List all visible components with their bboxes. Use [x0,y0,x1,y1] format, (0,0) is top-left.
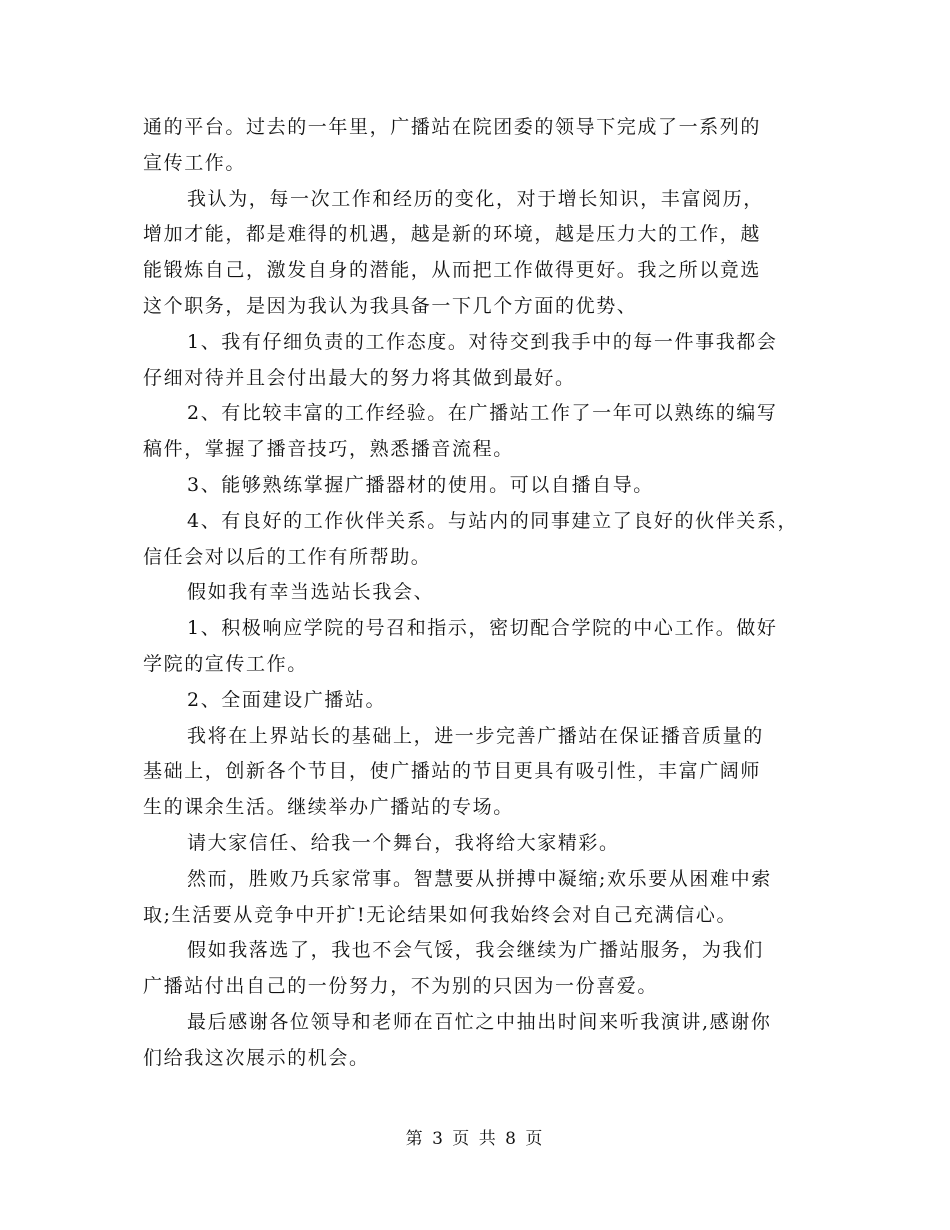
text-line: 然而，胜败乃兵家常事。智慧要从拼搏中凝缩;欢乐要从困难中索 [187,867,772,890]
text-line: 取;生活要从竞争中开扩!无论结果如何我始终会对自己充满信心。 [143,903,738,926]
text-line: 1、我有仔细负责的工作态度。对待交到我手中的每一件事我都会 [187,330,778,353]
text-line: 增加才能，都是难得的机遇，越是新的环境，越是压力大的工作，越 [143,223,762,246]
page-number-footer: 第 3 页 共 8 页 [405,1129,545,1149]
text-line: 能锻炼自己，激发自身的潜能，从而把工作做得更好。我之所以竟选 [143,259,762,282]
text-line: 1、积极响应学院的号召和指示，密切配合学院的中心工作。做好 [187,617,778,640]
text-line: 4、有良好的工作伙伴关系。与站内的同事建立了良好的伙伴关系， [187,509,799,532]
text-line: 广播站付出自己的一份努力，不为别的只因为一份喜爱。 [143,975,659,998]
text-line: 宣传工作。 [143,151,247,174]
text-line: 通的平台。过去的一年里，广播站在院团委的领导下完成了一系列的 [143,116,762,138]
text-line: 2、有比较丰富的工作经验。在广播站工作了一年可以熟练的编写 [187,402,778,425]
text-line: 稿件，掌握了播音技巧，熟悉播音流程。 [143,438,514,461]
text-line: 这个职务，是因为我认为我具备一下几个方面的优势、 [143,294,638,317]
text-line: 我将在上界站长的基础上，进一步完善广播站在保证播音质量的 [187,724,764,747]
text-line: 3、能够熟练掌握广播器材的使用。可以自播自导。 [187,473,654,496]
text-line: 请大家信任、给我一个舞台，我将给大家精彩。 [187,831,620,854]
body-text [143,110,823,1077]
text-line: 最后感谢各位领导和老师在百忙之中抽出时间来听我演讲,感谢你 [187,1010,772,1033]
text-line: 我认为，每一次工作和经历的变化，对于增长知识，丰富阅历， [187,187,764,210]
text-line: 生的课余生活。继续举办广播站的专场。 [143,796,514,819]
text-line: 学院的宣传工作。 [143,652,308,675]
text-line: 假如我有幸当选站长我会、 [187,581,435,604]
text-line: 们给我这次展示的机会。 [143,1046,370,1069]
text-line: 假如我落选了，我也不会气馁，我会继续为广播站服务，为我们 [187,939,764,962]
text-line: 2、全面建设广播站。 [187,688,387,711]
text-line: 基础上，创新各个节目，使广播站的节目更具有吸引性，丰富广阔师 [143,760,762,783]
text-line: 仔细对待并且会付出最大的努力将其做到最好。 [143,366,576,389]
text-line: 信任会对以后的工作有所帮助。 [143,545,432,568]
